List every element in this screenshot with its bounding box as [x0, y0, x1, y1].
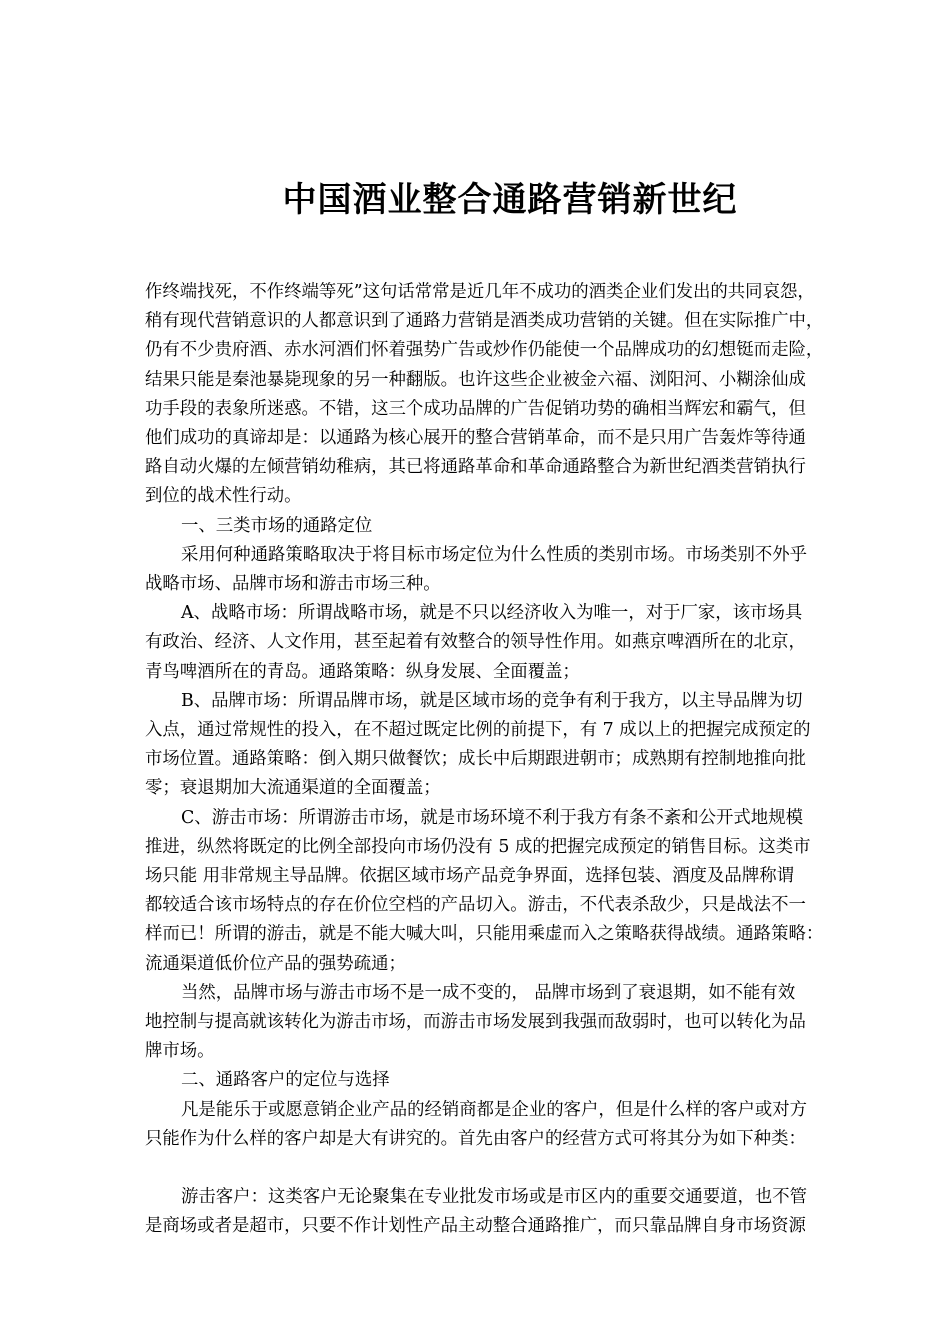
text-line: 他们成功的真谛却是：以通路为核心展开的整合营销革命，而不是只用广告轰炸等待通 — [145, 428, 806, 449]
text-line: 只能作为什么样的客户却是大有讲究的。首先由客户的经营方式可将其分为如下种类： — [145, 1128, 806, 1149]
document-body — [145, 278, 885, 1242]
text-line: 都较适合该市场特点的存在价位空档的产品切入。游击，不代表杀敌少，只是战法不一 — [145, 895, 806, 916]
text-line: 结果只能是秦池暴毙现象的另一种翻版。也许这些企业被金六福、浏阳河、小糊涂仙成 — [145, 369, 806, 390]
text-line: 二、通路客户的定位与选择 — [181, 1070, 390, 1091]
text-line: 入点，通过常规性的投入，在不超过既定比例的前提下，有 7 成以上的把握完成预定的 — [145, 720, 811, 741]
text-line: 有政治、经济、人文作用，甚至起着有效整合的领导性作用。如燕京啤酒所在的北京， — [145, 632, 806, 653]
text-line: 样而已！所谓的游击，就是不能大喊大叫，只能用乘虚而入之策略获得战绩。通路策略： — [145, 924, 824, 945]
text-line: 仍有不少贵府酒、赤水河酒们怀着强势广告或炒作仍能使一个品牌成功的幻想铤而走险， — [145, 340, 824, 361]
text-line: 路自动火爆的左倾营销幼稚病，其已将通路革命和革命通路整合为新世纪酒类营销执行 — [145, 457, 806, 478]
text-line: C、游击市场：所谓游击市场，就是市场环境不利于我方有条不紊和公开式地规模 — [181, 807, 803, 828]
text-line: A、战略市场：所谓战略市场，就是不只以经济收入为唯一，对于厂家，该市场具 — [181, 603, 803, 624]
text-line: 到位的战术性行动。 — [145, 486, 302, 507]
document-title: 中国酒业整合通路营销新世纪 — [282, 180, 738, 220]
text-line: 凡是能乐于或愿意销企业产品的经销商都是企业的客户，但是什么样的客户或对方 — [181, 1099, 808, 1120]
text-line: 稍有现代营销意识的人都意识到了通路力营销是酒类成功营销的关键。但在实际推广中， — [145, 311, 824, 332]
text-line: 游击客户：这类客户无论聚集在专业批发市场或是市区内的重要交通要道，也不管 — [181, 1187, 808, 1208]
text-line: 是商场或者是超市，只要不作计划性产品主动整合通路推广，而只靠品牌自身市场资源 — [145, 1216, 806, 1237]
text-line: 零；衰退期加大流通渠道的全面覆盖； — [145, 778, 441, 799]
text-line — [145, 1154, 885, 1183]
text-line: 当然，品牌市场与游击市场不是一成不变的， 品牌市场到了衰退期，如不能有效 — [181, 982, 796, 1003]
text-line: 战略市场、品牌市场和游击市场三种。 — [145, 574, 441, 595]
text-line: 青鸟啤酒所在的青岛。通路策略：纵身发展、全面覆盖； — [145, 661, 580, 682]
text-line: 功手段的表象所迷惑。不错，这三个成功品牌的广告促销功势的确相当辉宏和霸气，但 — [145, 398, 806, 419]
text-line: B、品牌市场：所谓品牌市场，就是区域市场的竞争有利于我方，以主导品牌为切 — [181, 690, 803, 711]
text-line: 流通渠道低价位产品的强势疏通； — [145, 953, 406, 974]
text-line: 地控制与提高就该转化为游击市场，而游击市场发展到我强而敌弱时，也可以转化为品 — [145, 1012, 806, 1033]
text-line: 市场位置。通路策略：倒入期只做餐饮；成长中后期跟进朝市；成熟期有控制地推向批 — [145, 749, 806, 770]
text-line: 采用何种通路策略取决于将目标市场定位为什么性质的类别市场。市场类别不外乎 — [181, 544, 808, 565]
text-line: 场只能 用非常规主导品牌。依据区域市场产品竞争界面，选择包装、酒度及品牌称谓 — [145, 866, 794, 887]
text-line: 推进，纵然将既定的比例全部投向市场仍没有 5 成的把握完成预定的销售目标。这类市 — [145, 836, 811, 857]
text-line: 作终端找死，不作终端等死”这句话常常是近几年不成功的酒类企业们发出的共同哀怨， — [145, 282, 815, 302]
text-line: 牌市场。 — [145, 1041, 215, 1062]
text-line: 一、三类市场的通路定位 — [181, 515, 373, 536]
